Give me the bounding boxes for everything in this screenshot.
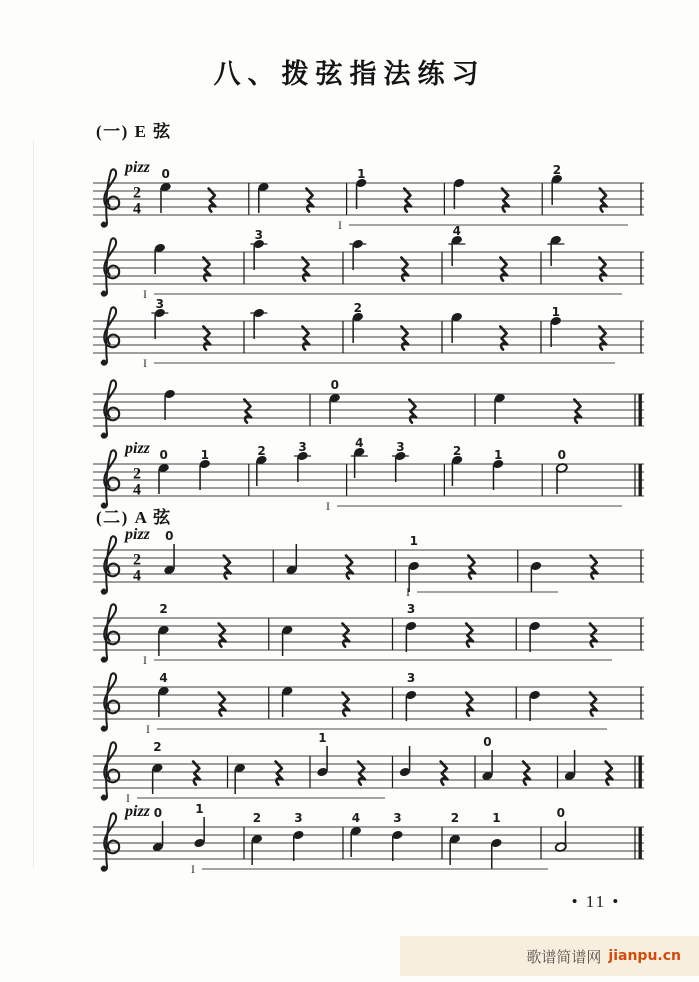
quarter-rest [401,327,408,350]
treble-clef-icon [102,291,107,296]
quarter-rest [404,189,411,212]
quarter-rest [209,189,216,212]
staff-system [93,436,644,513]
finger-number: 2 [552,163,562,177]
quarter-rest [203,327,210,350]
finger-number: 0 [159,448,168,462]
quarter-rest [590,624,597,647]
finger-number: 3 [294,811,303,825]
finger-number: 0 [557,448,566,462]
finger-number: 0 [165,529,174,543]
finger-number: 2 [252,811,262,825]
staff-system [93,526,644,599]
finger-number: 2 [450,811,460,825]
quarter-rest [500,327,507,350]
finger-number: 4 [351,811,361,825]
time-signature-numerator: 2 [133,184,141,202]
final-barline [639,756,642,788]
quarter-rest [342,624,349,647]
watermark-site-url: jianpu.cn [608,948,681,964]
page-title: 八、拨弦指法练习 [213,59,486,89]
treble-clef-icon [102,866,107,871]
finger-number: 1 [195,802,204,816]
staff-system [93,224,644,301]
quarter-rest [306,189,313,212]
time-signature-denominator: 4 [133,567,141,585]
string-position-numeral: I [191,862,195,876]
string-position-numeral: I [146,722,150,736]
quarter-rest [441,762,448,785]
quarter-rest [203,258,210,281]
treble-clef-icon [102,589,107,594]
quarter-rest [358,762,365,785]
time-signature-numerator: 2 [133,551,141,569]
pizzicato-marking: pizz [125,526,150,543]
finger-number: 1 [357,167,366,181]
quarter-rest [523,762,530,785]
quarter-rest [468,556,475,579]
finger-number: 0 [556,806,565,820]
finger-number: 2 [159,602,168,616]
treble-clef-icon [102,503,107,508]
string-position-numeral: I [326,499,330,513]
treble-clef-icon [102,222,107,227]
final-barline [639,827,642,859]
quarter-rest [466,693,473,716]
pizzicato-marking: pizz [125,159,150,176]
quarter-rest [401,258,408,281]
finger-number: 4 [159,671,168,685]
watermark-band [400,936,699,976]
quarter-rest [276,762,283,785]
final-barline [639,464,642,496]
section-heading-a-string: (二) A 弦 [96,508,172,527]
quarter-rest [599,258,606,281]
time-signature-denominator: 4 [133,481,141,499]
quarter-rest [600,189,607,212]
time-signature-numerator: 2 [133,465,141,483]
finger-number: 3 [254,228,264,242]
finger-number: 4 [355,436,364,450]
section-heading-e-string: (一) E 弦 [96,122,172,141]
treble-clef-icon [102,657,107,662]
finger-number: 3 [298,440,307,454]
quarter-rest [302,258,309,281]
finger-number: 1 [200,448,209,462]
finger-number: 1 [318,731,327,745]
treble-clef-icon [102,360,107,365]
quarter-rest [502,189,509,212]
quarter-rest [574,400,581,423]
pizzicato-marking: pizz [125,803,150,820]
quarter-rest [599,327,606,350]
finger-number: 2 [452,444,462,458]
finger-number: 0 [161,167,170,181]
finger-number: 1 [492,811,501,825]
quarter-rest [224,556,231,579]
staff-system [93,671,644,736]
finger-number: 0 [153,806,163,820]
pizzicato-marking: pizz [125,440,150,457]
string-position-numeral: I [126,791,130,805]
staff-system [93,731,644,805]
finger-number: 1 [494,448,503,462]
finger-number: 3 [155,297,165,311]
staff-system [93,802,644,876]
finger-number: 3 [406,602,416,616]
finger-number: 3 [396,440,405,454]
treble-clef-icon [102,795,107,800]
string-position-numeral: I [406,585,410,599]
quarter-rest [500,258,507,281]
quarter-rest [590,693,597,716]
treble-clef-icon [102,726,107,731]
staff-system [93,297,644,370]
finger-number: 2 [153,740,162,754]
finger-number: 1 [409,534,419,548]
staff-system [93,159,644,232]
quarter-rest [244,400,251,423]
time-signature-denominator: 4 [133,200,141,218]
quarter-rest [219,693,226,716]
quarter-rest [302,327,309,350]
page-number: • 11 • [571,892,621,911]
string-position-numeral: I [143,287,147,301]
finger-number: 3 [393,811,402,825]
finger-number: 1 [551,305,561,319]
string-position-numeral: I [143,356,147,370]
quarter-rest [346,556,353,579]
quarter-rest [591,556,598,579]
finger-number: 2 [353,301,363,315]
staff-system [93,378,644,438]
final-barline [639,394,642,426]
string-position-numeral: I [143,653,147,667]
watermark-site-name: 歌谱简谱网 [526,949,602,966]
finger-number: 0 [483,735,492,749]
quarter-rest [409,400,416,423]
finger-number: 4 [452,224,462,238]
quarter-rest [193,762,200,785]
staff-system [93,602,644,667]
string-position-numeral: I [338,218,342,232]
finger-number: 0 [330,378,339,392]
finger-number: 3 [406,671,416,685]
quarter-rest [606,762,613,785]
quarter-rest [342,693,349,716]
treble-clef-icon [102,433,107,438]
quarter-rest [219,624,226,647]
quarter-rest [466,624,473,647]
finger-number: 2 [257,444,266,458]
